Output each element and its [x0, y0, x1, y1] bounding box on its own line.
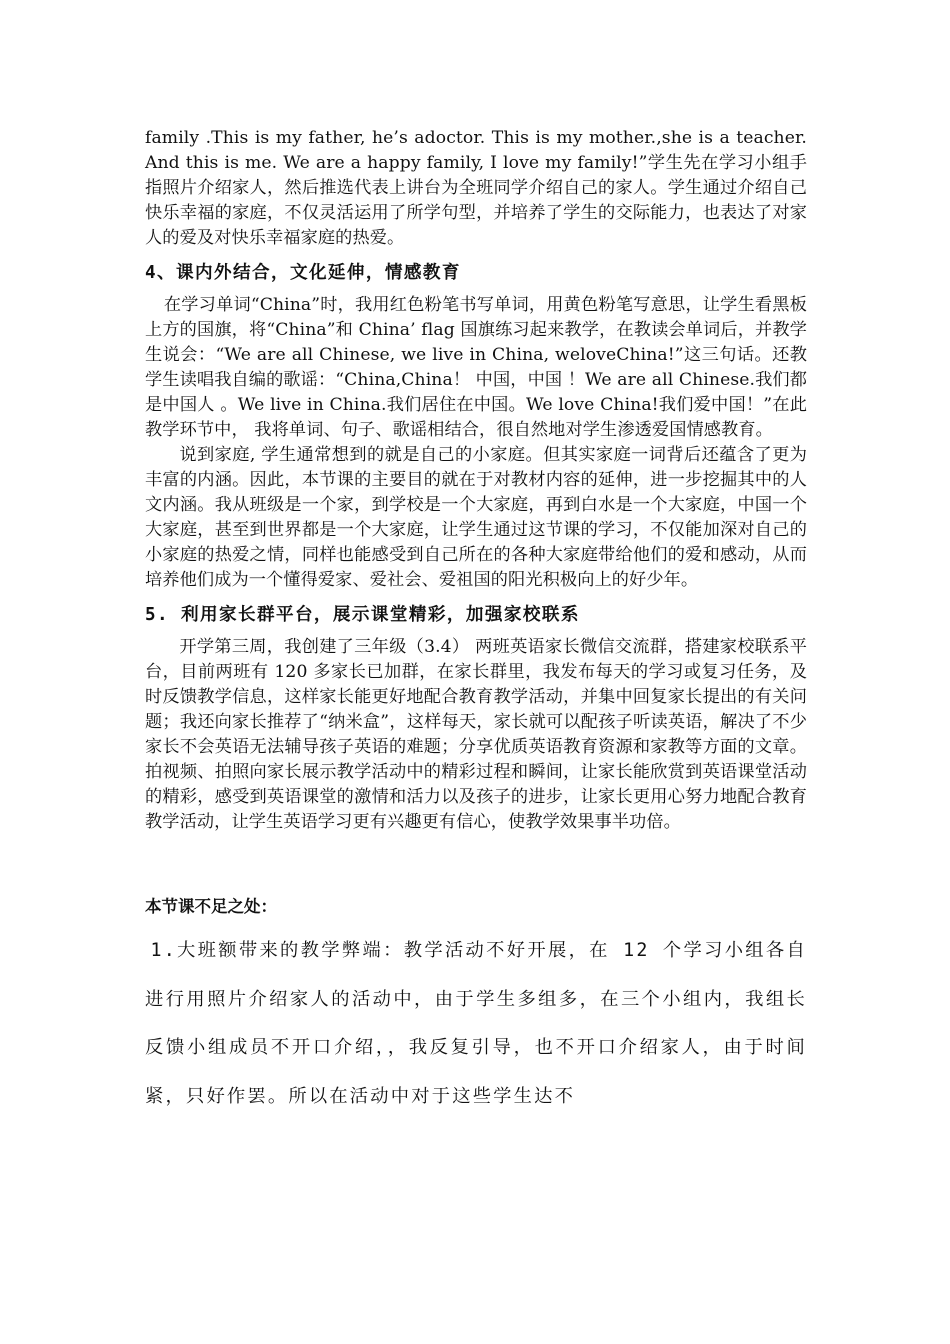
section-heading-5: 5. 利用家长群平台，展示课堂精彩，加强家校联系: [145, 605, 580, 625]
paragraph-parent-group: 开学第三周，我创建了三年级（3.4） 两班英语家长微信交流群，搭建家校联系平台，目前两班有 120 多家长已加群，在家长群里，我发布每天的学习或复习任务，及时反馈教学信息，这样家长能更好地配合教育教学活动，并集中回复家长提出的有关问题；我还向家长推荐了“纳米盒”，这样每天，家长就可以配孩子听读英语，解决了不少家长不会英语无法辅导孩子英语的难题；分享优质英语教育资源和家教等方面的文章。拍视频、拍照向家长展示教学活动中的精彩过程和瞬间，让家长能欣赏到英语课堂活动的精彩，感受到英语课堂的激情和活力以及孩子的进步，让家长更用心努力地配合教育教学活动，让学生英语学习更有兴趣更有信心，使教学效果事半功倍。: [145, 637, 807, 832]
paragraph-intro: family .This is my father, he’s adoctor. This is my mother.,she is a teacher. And this is me. We are a happy family, I love my family!”学生先在学习小组手指照片介绍家人，然后推选代表上讲台为全班同学介绍自己的家人。学生通过介绍自己快乐幸福的家庭，不仅灵活运用了所学句型，并培养了学生的交际能力，也表达了对家人的爱及对快乐幸福家庭的热爱。: [145, 128, 807, 248]
paragraph-shortcoming-1: 1.大班额带来的教学弊端：教学活动不好开展，在 12 个学习小组各自进行用照片介绍家人的活动中，由于学生多组多，在三个小组内，我组长反馈小组成员不开口介绍，，我反复引导，也不开口介绍家人，由于时间紧，只好作罢。所以在活动中对于这些学生达不: [145, 940, 807, 1107]
document-body: [145, 126, 807, 1121]
section-heading-4: 4、课内外结合，文化延伸，情感教育: [145, 263, 461, 283]
paragraph-china-lesson: 在学习单词“China”时，我用红色粉笔书写单词，用黄色粉笔写意思，让学生看黑板上方的国旗，将“China”和 China’ flag 国旗练习起来教学，在教读会单词后，并教学生说会：“We are all Chinese, we live in China, weloveChina!”这三句话。还教学生读唱我自编的歌谣：“China,China！ 中国，中国 ！We are all Chinese.我们都是中国人 。We live in China.我们居住在中国。We love China!我们爱中国！”在此教学环节中， 我将单词、句子、歌谣相结合，很自然地对学生渗透爱国情感教育。: [145, 295, 807, 440]
paragraph-family-meaning: 说到家庭, 学生通常想到的就是自己的小家庭。但其实家庭一词背后还蕴含了更为丰富的内涵。因此，本节课的主要目的就在于对教材内容的延伸，进一步挖掘其中的人文内涵。我从班级是一个家，到学校是一个大家庭，再到白水是一个大家庭，中国一个大家庭，甚至到世界都是一个大家庭，让学生通过这节课的学习，不仅能加深对自己的小家庭的热爱之情，同样也能感受到自己所在的各种大家庭带给他们的爱和感动，从而培养他们成为一个懂得爱家、爱社会、爱祖国的阳光积极向上的好少年。: [145, 445, 807, 590]
shortcomings-heading: 本节课不足之处：: [145, 897, 277, 916]
